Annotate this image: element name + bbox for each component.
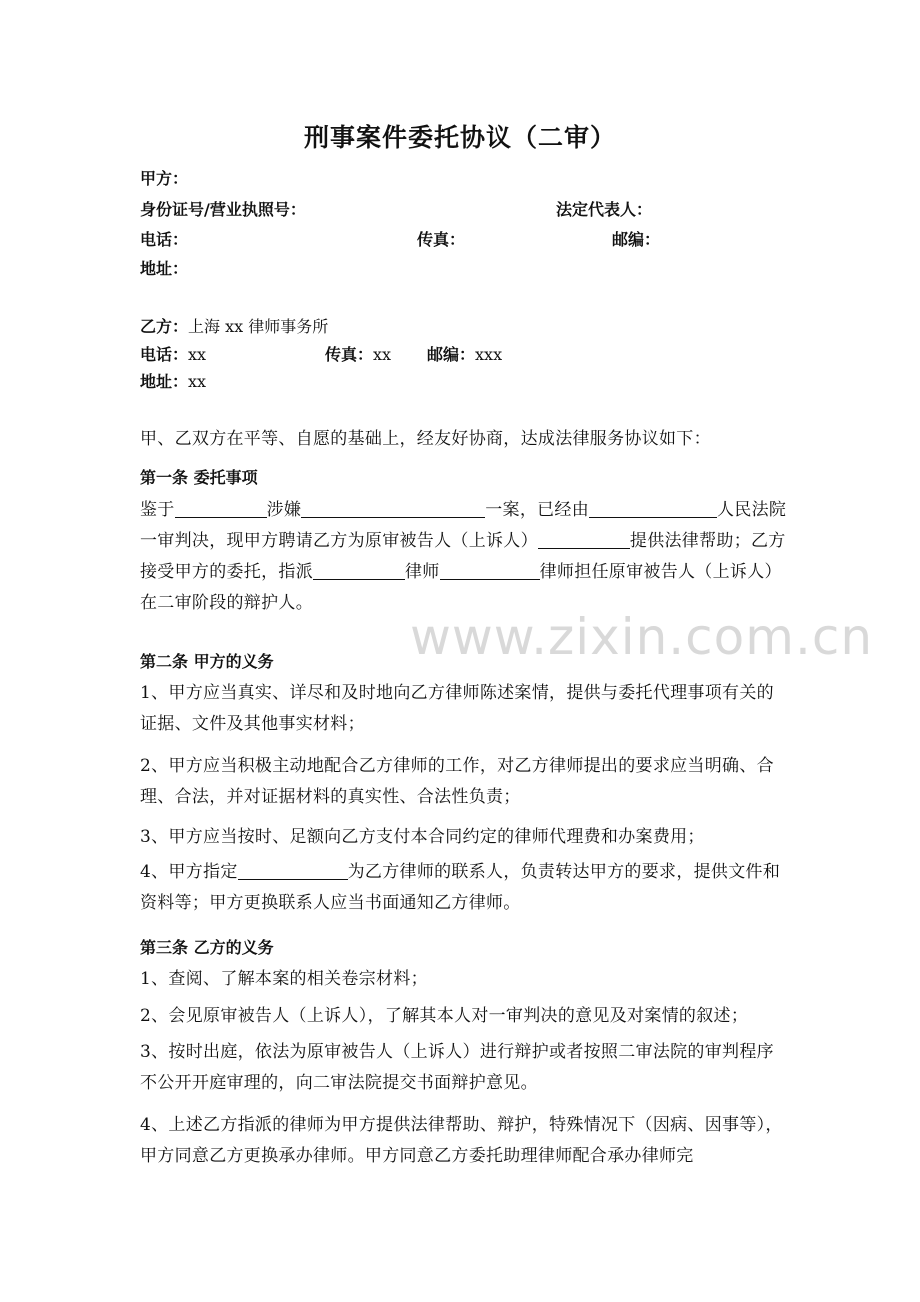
article-2-item-4-text-b: 为乙方律师的联系人，负责转达甲方的要求，提供文件和资料等；甲方更换联系人应当书面通知乙方律师。 (140, 862, 781, 913)
party-b-zip-label: 邮编： (427, 345, 476, 364)
article-2-item-4 (140, 857, 790, 919)
contact-blank (238, 862, 348, 881)
article-3-heading: 第三条 乙方的义务 (140, 938, 274, 957)
party-b-zip-line (427, 342, 502, 365)
party-b-zip: xxx (475, 345, 503, 364)
article-3-item-3: 3、按时出庭，依法为原审被告人（上诉人）进行辩护或者按照二审法院的审判程序不公开开庭审理的，向二审法院提交书面辩护意见。 (140, 1042, 774, 1093)
suspect-blank (175, 500, 267, 519)
article-2-item-3: 3、甲方应当按时、足额向乙方支付本合同约定的律师代理费和办案费用； (140, 827, 705, 847)
article-1-text-7: 律师担任原审被告人（上诉人）在二审阶段的辩护人。 (140, 562, 782, 613)
party-a-rep-label: 法定代表人： (556, 200, 653, 219)
page-title: 刑事案件委托协议（二审） (303, 123, 616, 152)
article-1-text-6: 律师 (405, 562, 440, 582)
intro-paragraph: 甲、乙双方在平等、自愿的基础上，经友好协商，达成法律服务协议如下： (140, 429, 711, 449)
article-2-item-2: 2、甲方应当积极主动地配合乙方律师的工作，对乙方律师提出的要求应当明确、合理、合法，并对证据材料的真实性、合法性负责； (140, 756, 774, 807)
party-b-name: 上海 xx 律师事务所 (188, 317, 329, 336)
article-3-item-1: 1、查阅、了解本案的相关卷宗材料； (140, 969, 428, 989)
party-a-zip-label: 邮编： (612, 230, 661, 249)
party-b-label: 乙方： (140, 317, 189, 336)
party-b-phone-line (140, 342, 206, 365)
article-1-text-4: 人民法院一审判决，现甲方聘请乙方为原审被告人（上诉人） (140, 500, 787, 551)
party-a-label: 甲方： (140, 169, 189, 188)
article-1-text-2: 涉嫌 (266, 500, 302, 520)
party-b-phone: xx (188, 345, 207, 364)
watermark: www.zixin.com.cn (410, 608, 874, 666)
party-a-address-label: 地址： (140, 259, 189, 278)
party-a-phone-label: 电话： (140, 230, 189, 249)
party-b-address: xx (188, 372, 207, 391)
article-1-text-3: 一案，已经由 (485, 500, 590, 520)
article-2-item-1: 1、甲方应当真实、详尽和及时地向乙方律师陈述案情，提供与委托代理事项有关的证据、文件及其他事实材料； (140, 683, 774, 734)
lawyer-2-blank (440, 562, 540, 581)
article-1-heading: 第一条 委托事项 (140, 468, 258, 487)
party-a-id-label: 身份证号/营业执照号： (140, 200, 306, 219)
article-2-heading: 第二条 甲方的义务 (140, 652, 274, 671)
charge-blank (301, 500, 485, 519)
party-a-fax-label: 传真： (417, 230, 466, 249)
party-b-address-label: 地址： (140, 372, 189, 391)
article-3-item-2: 2、会见原审被告人（上诉人），了解其本人对一审判决的意见及对案情的叙述； (140, 1006, 749, 1026)
court-blank (589, 500, 717, 519)
party-b-line (140, 314, 328, 337)
party-b-address-line (140, 369, 206, 392)
party-b-fax-line (325, 342, 391, 365)
article-1-body (140, 495, 790, 619)
party-b-fax-label: 传真： (325, 345, 374, 364)
lawyer-1-blank (313, 562, 405, 581)
article-1-text-1: 鉴于 (140, 500, 175, 520)
article-1-text-5: 提供法律帮助；乙方接受甲方的委托，指派 (140, 531, 786, 582)
defendant-blank (538, 531, 630, 550)
party-b-phone-label: 电话： (140, 345, 189, 364)
article-3-item-4: 4、上述乙方指派的律师为甲方提供法律帮助、辩护，特殊情况下（因病、因事等），甲方同意乙方更换承办律师。甲方同意乙方委托助理律师配合承办律师完 (140, 1115, 783, 1166)
party-b-fax: xx (373, 345, 392, 364)
article-2-item-4-text-a: 4、甲方指定 (140, 862, 238, 882)
